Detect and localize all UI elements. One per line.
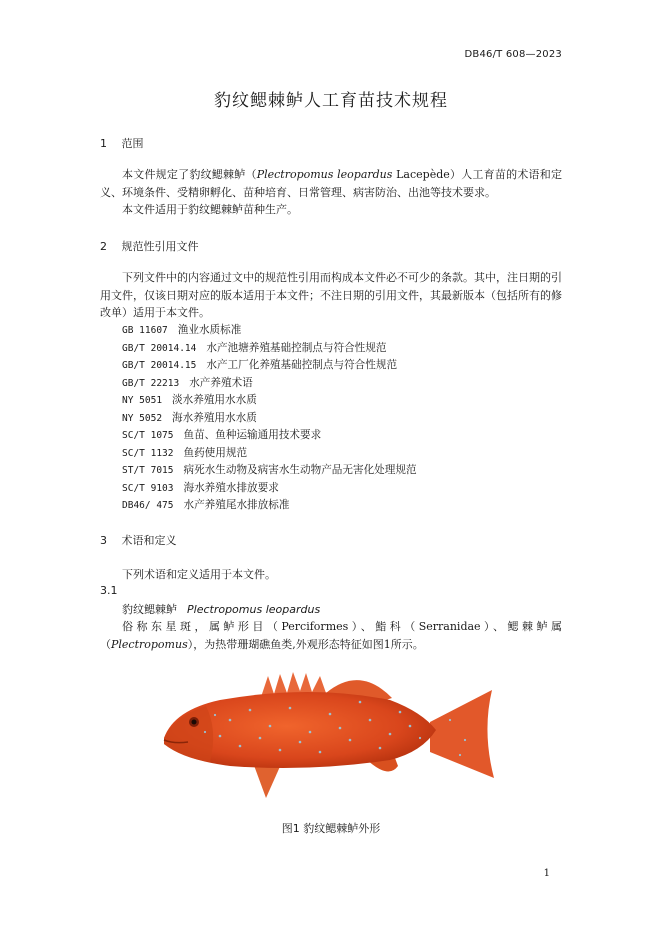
reference-code: NY 5052 xyxy=(122,412,163,424)
term-number: 3.1 xyxy=(100,584,118,597)
reference-code: GB 11607 xyxy=(122,325,168,336)
section-3-heading xyxy=(100,532,177,548)
reference-title: 海水养殖水排放要求 xyxy=(183,481,279,494)
reference-title: 水产工厂化养殖基础控制点与符合性规范 xyxy=(206,359,398,371)
term-definition: 俗称东星斑，属鲈形目（Perciformes）、鮨科（Serranidae）、鳃棘鲈属（Plectropomus），为热带珊瑚礁鱼类,外观形态特征如图1所示。 xyxy=(100,620,562,651)
terms-intro: 下列术语和定义适用于本文件。 xyxy=(122,568,276,581)
reference-code: SC/T 1075 xyxy=(122,430,174,441)
latin-name: Plectropomus leopardus xyxy=(256,168,393,181)
reference-item xyxy=(122,392,417,410)
reference-code: DB46/ 475 xyxy=(122,500,174,511)
reference-title: 渔业水质标准 xyxy=(177,324,242,336)
figure-caption: 图1 豹纹鳃棘鲈外形 xyxy=(281,822,381,835)
leopard-coral-grouper-photo xyxy=(160,660,500,810)
term-latin: Plectropomus leopardus xyxy=(187,603,321,616)
section-title: 范围 xyxy=(121,137,144,150)
reference-title: 水产池塘养殖基础控制点与符合性规范 xyxy=(206,341,387,354)
document-title: 豹纹鳃棘鲈人工育苗技术规程 xyxy=(214,91,448,111)
term-name: 豹纹鳃棘鲈 xyxy=(122,603,177,616)
section-number: 3 xyxy=(100,534,107,547)
reference-code: SC/T 1132 xyxy=(122,447,174,459)
reference-item xyxy=(122,462,417,480)
reference-code: SC/T 9103 xyxy=(122,482,174,494)
reference-title: 淡水养殖用水水质 xyxy=(172,394,257,406)
reference-code: NY 5051 xyxy=(122,395,163,406)
page-number: 1 xyxy=(543,868,550,879)
reference-item xyxy=(122,497,417,515)
section-number: 1 xyxy=(100,137,107,150)
scope-applicability: 本文件适用于豹纹鳃棘鲈苗种生产。 xyxy=(122,203,298,216)
reference-item xyxy=(122,427,417,445)
section-title: 规范性引用文件 xyxy=(121,240,199,253)
reference-title: 海水养殖用水水质 xyxy=(172,411,257,424)
reference-code: GB/T 22213 xyxy=(122,377,180,389)
reference-title: 水产养殖术语 xyxy=(189,376,253,389)
reference-title: 水产养殖尾水排放标准 xyxy=(183,499,290,511)
reference-title: 鱼药使用规范 xyxy=(183,446,248,459)
reference-list xyxy=(122,322,417,515)
reference-title: 鱼苗、鱼种运输通用技术要求 xyxy=(183,429,322,441)
reference-code: GB/T 20014.15 xyxy=(122,360,197,371)
reference-item xyxy=(122,340,417,358)
references-intro: 下列文件中的内容通过文中的规范性引用而构成本文件必不可少的条款。其中，注日期的引用文件，仅该日期对应的版本适用于本文件；不注日期的引用文件，其最新版本（包括所有的修改单）适用于本文件。 xyxy=(100,271,562,319)
genus-latin: Plectropomus xyxy=(111,637,188,651)
section-1-heading xyxy=(100,135,144,151)
standard-code: DB46/T 608—2023 xyxy=(464,49,562,60)
section-title: 术语和定义 xyxy=(121,534,177,547)
reference-code: ST/T 7015 xyxy=(122,465,174,476)
reference-item xyxy=(122,480,417,498)
scope-paragraph: 本文件规定了豹纹鳃棘鲈（Plectropomus leopardus Lacepède）人工育苗的术语和定义、环境条件、受精卵孵化、苗种培育、日常管理、病害防治、出池等技术要求。 xyxy=(100,168,562,199)
term-entry xyxy=(122,601,320,617)
section-2-heading xyxy=(100,238,199,254)
reference-item xyxy=(122,410,417,428)
reference-item xyxy=(122,357,417,375)
reference-code: GB/T 20014.14 xyxy=(122,342,197,354)
reference-item xyxy=(122,445,417,463)
reference-title: 病死水生动物及病害水生动物产品无害化处理规范 xyxy=(183,464,417,476)
section-number: 2 xyxy=(100,240,107,253)
reference-item xyxy=(122,375,417,393)
reference-item xyxy=(122,322,417,340)
